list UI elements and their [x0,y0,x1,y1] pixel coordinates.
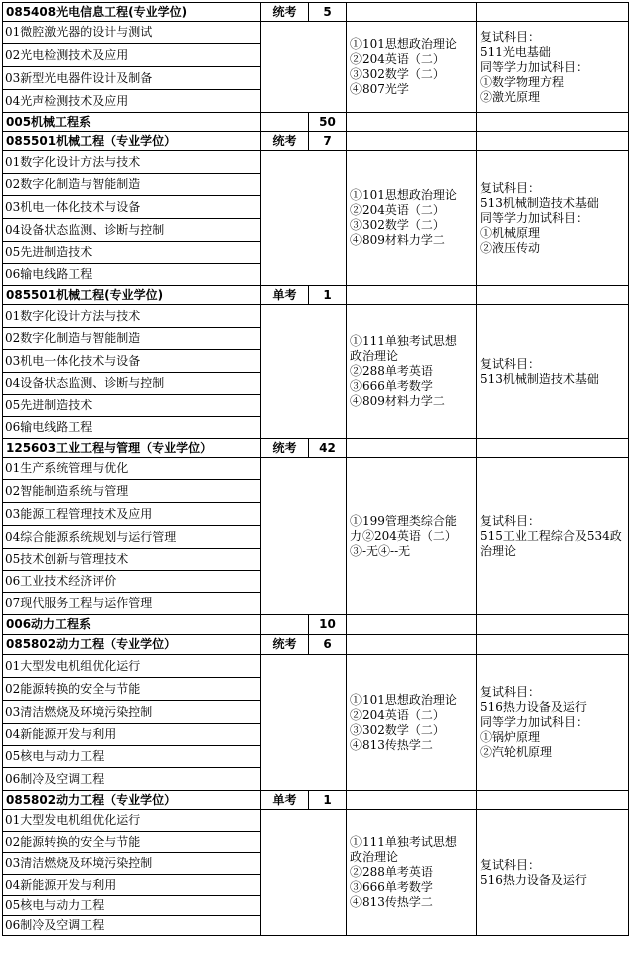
exam-type: 单考 [261,791,309,810]
retest-subject-line: 复试科目： [480,29,541,44]
exam-subject-line: ②288单考英语 [350,865,433,879]
exam-subject-line: ①111单独考试思想 [350,334,457,348]
exam-subject-line: ③666单考数学 [350,880,433,894]
enrollment-quota: 50 [309,113,347,132]
research-direction: 01大型发电机组优化运行 [3,655,261,678]
blank-cell [347,635,477,655]
enrollment-quota: 42 [309,439,347,458]
blank-cell [261,458,347,615]
research-direction: 02光电检测技术及应用 [3,44,261,67]
blank-cell [347,791,477,810]
research-direction: 03新型光电器件设计及制备 [3,67,261,90]
exam-subject-line: ④809材料力学二 [350,394,445,408]
enrollment-quota: 1 [309,286,347,305]
exam-subjects [347,22,477,113]
exam-subjects [347,305,477,439]
research-direction: 01微腔激光器的设计与测试 [3,22,261,44]
research-direction: 04综合能源系统规划与运行管理 [3,526,261,549]
exam-type [261,113,309,132]
retest-subjects [477,151,629,286]
research-direction: 04设备状态监测、诊断与控制 [3,219,261,242]
retest-subject-line: 复试科目： [480,857,541,872]
blank-cell [477,439,629,458]
exam-subject-line: 政治理论 [350,349,399,363]
exam-subject-line: ①111单独考试思想 [350,835,457,849]
blank-cell [347,615,477,635]
exam-subject-line: ④813传热学二 [350,737,433,752]
research-direction: 02智能制造系统与管理 [3,480,261,503]
blank-cell [477,635,629,655]
blank-cell [477,615,629,635]
exam-subject-line: ①101思想政治理论 [350,188,457,202]
research-direction: 04新能源开发与利用 [3,875,261,896]
retest-subjects [477,22,629,113]
research-direction: 01生产系统管理与优化 [3,458,261,480]
retest-subject-line: 515工业工程综合及534政 [480,528,622,543]
section-title: 085802动力工程（专业学位） [3,791,261,810]
research-direction: 01数字化设计方法与技术 [3,151,261,174]
exam-subject-line: ①101思想政治理论 [350,692,457,707]
section-title: 085501机械工程（专业学位） [3,132,261,151]
retest-subject-line: 同等学力加试科目： [480,210,589,225]
exam-subject-line: ②204英语（二） [350,707,445,722]
exam-type: 单考 [261,286,309,305]
retest-subject-line: 复试科目： [480,685,541,699]
research-direction: 05核电与动力工程 [3,896,261,916]
exam-subjects [347,151,477,286]
research-direction: 05先进制造技术 [3,242,261,264]
direction-row [3,22,629,44]
blank-cell [261,810,347,936]
direction-row [3,655,629,678]
blank-cell [261,305,347,439]
retest-subject-line: 511光电基础 [480,44,551,59]
blank-cell [477,286,629,305]
section-title: 085408光电信息工程(专业学位) [3,3,261,22]
exam-type: 统考 [261,132,309,151]
exam-type: 统考 [261,635,309,655]
direction-row [3,458,629,480]
enrollment-quota: 7 [309,132,347,151]
blank-cell [347,3,477,22]
research-direction: 03机电一体化技术与设备 [3,350,261,373]
exam-subject-line: ③302数学（二） [350,218,445,232]
exam-subject-line: 政治理论 [350,850,399,864]
section-header-row [3,113,629,132]
retest-subjects [477,305,629,439]
exam-subjects [347,655,477,791]
section-header-row [3,3,629,22]
research-direction: 01大型发电机组优化运行 [3,810,261,832]
section-title: 006动力工程系 [3,615,261,635]
enrollment-quota: 10 [309,615,347,635]
research-direction: 03能源工程管理技术及应用 [3,503,261,526]
section-header-row [3,635,629,655]
retest-subject-line: ②汽轮机原理 [480,745,553,759]
direction-row [3,305,629,328]
research-direction: 02能源转换的安全与节能 [3,678,261,701]
exam-type [261,615,309,635]
research-direction: 06输电线路工程 [3,264,261,286]
exam-type: 统考 [261,3,309,22]
enrollment-quota: 1 [309,791,347,810]
research-direction: 06输电线路工程 [3,417,261,439]
research-direction: 05技术创新与管理技术 [3,549,261,571]
retest-subject-line: 516热力设备及运行 [480,872,587,887]
section-header-row [3,439,629,458]
admissions-table [2,2,629,936]
blank-cell [477,791,629,810]
retest-subject-line: 同等学力加试科目： [480,59,589,74]
retest-subject-line: 复试科目： [480,513,541,528]
enrollment-quota: 5 [309,3,347,22]
exam-type: 统考 [261,439,309,458]
research-direction: 03清洁燃烧及环境污染控制 [3,853,261,875]
exam-subject-line: ③666单考数学 [350,379,433,393]
blank-cell [347,286,477,305]
section-header-row [3,615,629,635]
exam-subjects [347,810,477,936]
retest-subject-line: 同等学力加试科目： [480,715,589,729]
retest-subject-line: 复试科目： [480,356,541,371]
blank-cell [261,151,347,286]
exam-subject-line: ④809材料力学二 [350,233,445,247]
research-direction: 04新能源开发与利用 [3,724,261,746]
exam-subject-line: ①199管理类综合能 [350,513,457,528]
section-title: 125603工业工程与管理（专业学位） [3,439,261,458]
exam-subject-line: ④813传热学二 [350,895,433,909]
section-header-row [3,132,629,151]
research-direction: 06制冷及空调工程 [3,768,261,791]
section-title: 085802动力工程（专业学位） [3,635,261,655]
research-direction: 05核电与动力工程 [3,746,261,768]
exam-subject-line: ③-无④--无 [350,543,411,558]
blank-cell [261,22,347,113]
research-direction: 02能源转换的安全与节能 [3,832,261,853]
retest-subject-line: ①锅炉原理 [480,730,541,744]
research-direction: 06制冷及空调工程 [3,916,261,936]
blank-cell [261,655,347,791]
research-direction: 01数字化设计方法与技术 [3,305,261,328]
research-direction: 03机电一体化技术与设备 [3,196,261,219]
exam-subject-line: 力②204英语（二） [350,528,457,543]
retest-subject-line: 治理论 [480,543,517,558]
retest-subject-line: 513机械制造技术基础 [480,195,599,210]
research-direction: 07现代服务工程与运作管理 [3,593,261,615]
exam-subjects [347,458,477,615]
section-title: 085501机械工程(专业学位) [3,286,261,305]
exam-subject-line: ③302数学（二） [350,67,445,81]
exam-subject-line: ①101思想政治理论 [350,37,457,51]
section-title: 005机械工程系 [3,113,261,132]
blank-cell [347,132,477,151]
retest-subject-line: ①数学物理方程 [480,74,565,89]
exam-subject-line: ②204英语（二） [350,52,445,66]
retest-subjects [477,458,629,615]
research-direction: 02数字化制造与智能制造 [3,328,261,350]
research-direction: 04设备状态监测、诊断与控制 [3,373,261,395]
blank-cell [347,113,477,132]
blank-cell [477,132,629,151]
research-direction: 03清洁燃烧及环境污染控制 [3,701,261,724]
research-direction: 02数字化制造与智能制造 [3,174,261,196]
direction-row [3,151,629,174]
direction-row [3,810,629,832]
retest-subjects [477,810,629,936]
enrollment-quota: 6 [309,635,347,655]
retest-subject-line: 516热力设备及运行 [480,700,587,714]
blank-cell [477,113,629,132]
exam-subject-line: ④807光学 [350,82,409,96]
blank-cell [477,3,629,22]
section-header-row [3,286,629,305]
research-direction: 04光声检测技术及应用 [3,90,261,113]
research-direction: 06工业技术经济评价 [3,571,261,593]
exam-subject-line: ③302数学（二） [350,722,445,737]
research-direction: 05先进制造技术 [3,395,261,417]
blank-cell [347,439,477,458]
retest-subject-line: 513机械制造技术基础 [480,371,599,386]
retest-subject-line: ②液压传动 [480,240,541,255]
retest-subject-line: ②激光原理 [480,89,541,104]
section-header-row [3,791,629,810]
retest-subject-line: ①机械原理 [480,225,541,240]
retest-subjects [477,655,629,791]
retest-subject-line: 复试科目： [480,180,541,195]
exam-subject-line: ②204英语（二） [350,203,445,217]
exam-subject-line: ②288单考英语 [350,364,433,378]
